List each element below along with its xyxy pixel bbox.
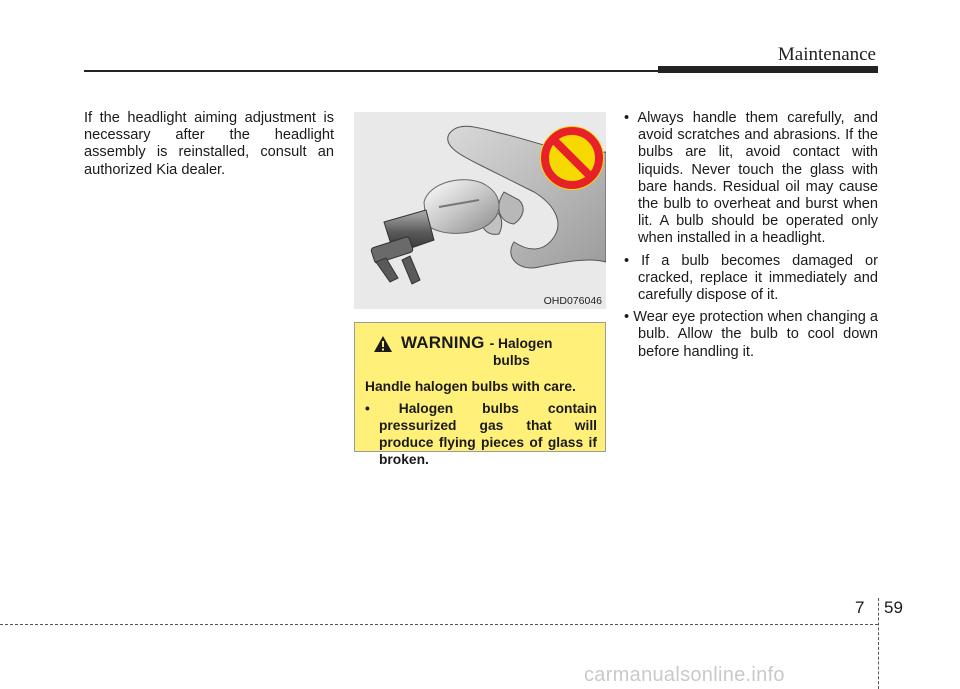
bullet-damaged-bulb: • If a bulb becomes damaged or cracked, replace it immediately and carefully dispose of it. <box>624 252 879 304</box>
section-title: Maintenance <box>777 44 876 65</box>
chapter-number: 7 <box>855 598 865 617</box>
warning-instruction: Handle halogen bulbs with care. <box>365 379 576 394</box>
warning-subtitle: - Halogen <box>489 336 553 351</box>
header-bar <box>658 66 878 73</box>
headlight-aiming-paragraph: If the headlight aiming adjustment is necessary after the headlight assembly is reinstalled, consult an authorized Kia dealer. <box>84 110 334 178</box>
warning-header <box>365 333 597 353</box>
warning-subtitle-continued: bulbs <box>493 353 530 368</box>
figure-code: OHD076046 <box>543 295 602 307</box>
hand-holding-bulb-illustration <box>354 112 606 309</box>
page-number: 59 <box>884 598 903 617</box>
left-column <box>84 110 334 179</box>
footer-dashed-line <box>0 624 878 625</box>
right-column <box>624 110 878 366</box>
watermark: carmanualsonline.info <box>584 664 785 686</box>
bulb-figure <box>354 112 606 309</box>
warning-box <box>354 322 606 467</box>
warning-bullet: • Halogen bulbs contain pressurized gas that will produce flying pieces of glass if broken. <box>365 401 597 467</box>
header-rule <box>84 70 660 72</box>
prohibition-icon <box>540 126 604 190</box>
bullet-eye-protection: • Wear eye protection when changing a bulb. Allow the bulb to cool down before handling it. <box>624 309 878 360</box>
warning-triangle-icon <box>373 335 393 353</box>
bullet-handle-carefully: • Always handle them carefully, and avoid scratches and abrasions. If the bulbs are lit, avoid contact with liquids. Never touch the glass with bare hands. Residual oil may cause the bulb to overheat and burst when lit. A bulb should be operated only when installed in a headlight. <box>624 110 879 247</box>
footer-vertical-dashed-line <box>878 598 879 689</box>
warning-title: WARNING <box>401 333 485 352</box>
